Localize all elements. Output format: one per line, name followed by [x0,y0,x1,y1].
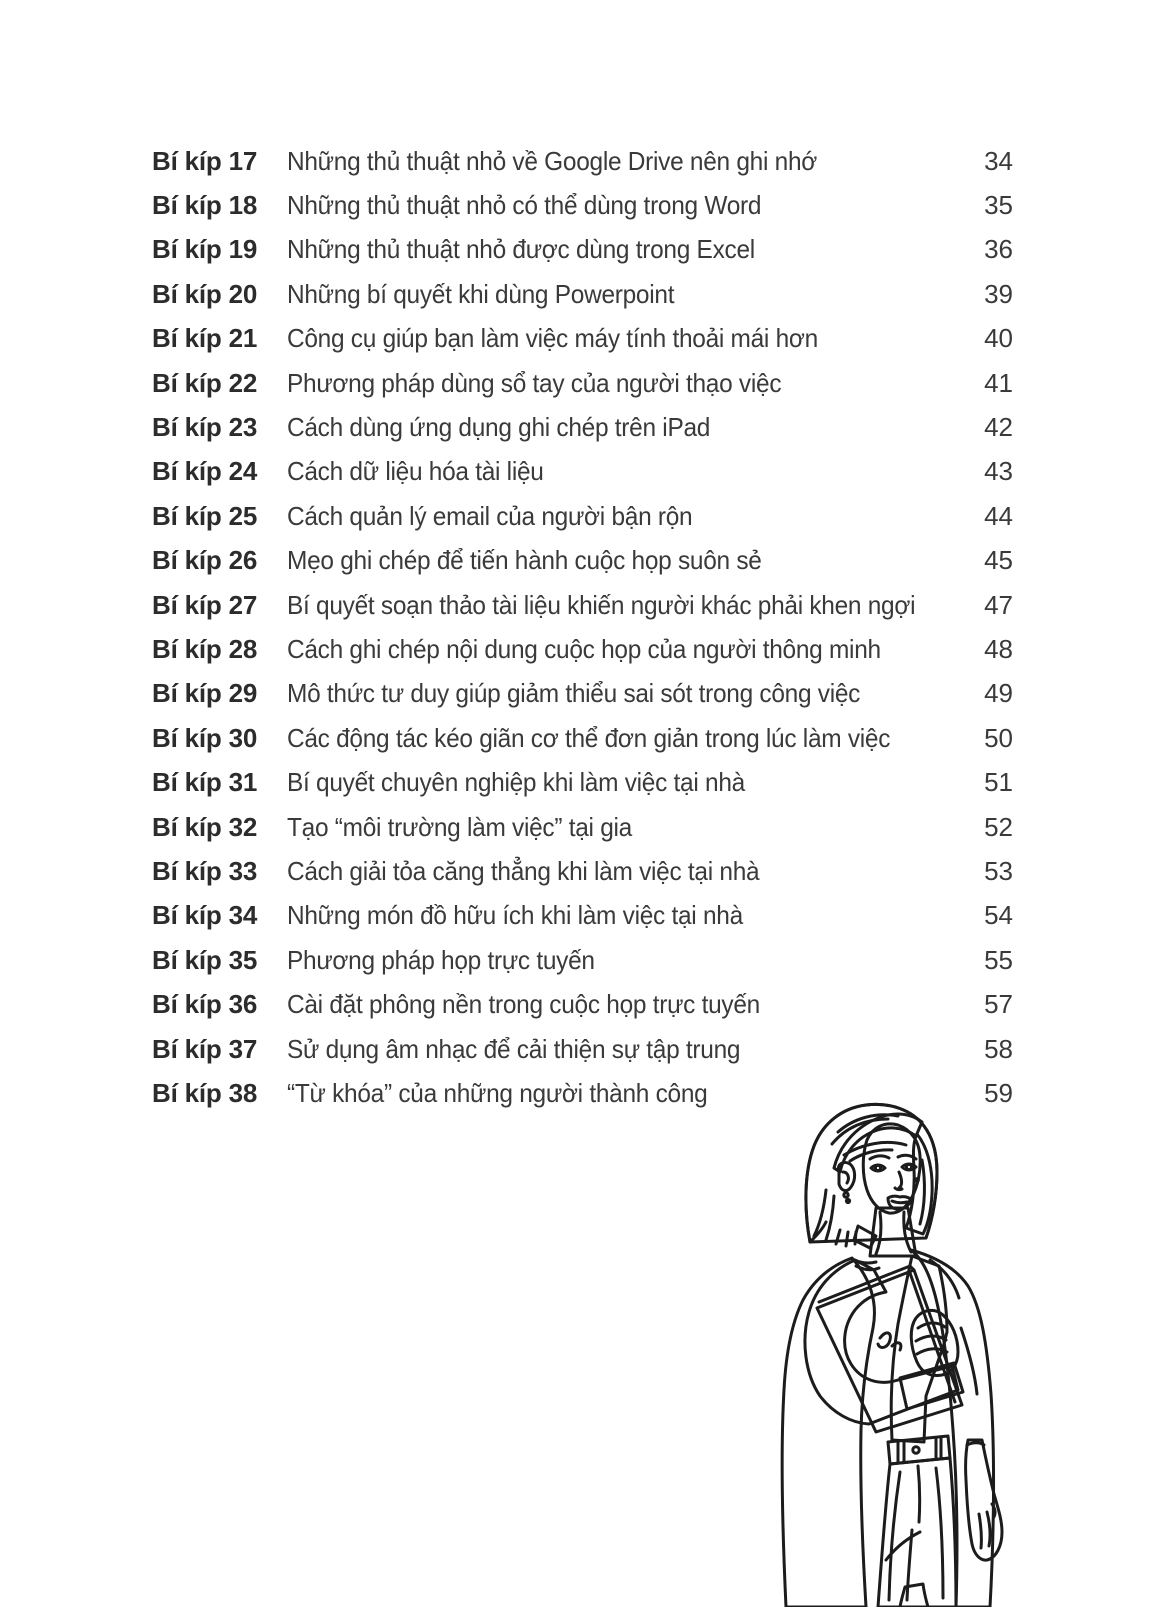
toc-entry-page: 52 [984,811,1013,842]
iris-left [875,1165,880,1170]
toc-entry-page: 50 [984,722,1013,753]
teeth-line [892,1201,907,1203]
toc-entry [152,539,1013,583]
toc-entry [152,849,1013,893]
toc-entry-label: Bí kíp 32 [152,811,258,842]
toc-entry-label: Bí kíp 31 [152,767,258,798]
toc-entry-label: Bí kíp 20 [152,278,258,309]
toc-entry-title: Những thủ thuật nhỏ được dùng trong Excel [287,234,755,265]
toc-entry [152,672,1013,716]
earring-drop [846,1199,849,1202]
toc-entry-label: Bí kíp 34 [152,900,258,931]
toc-entry-title: Bí quyết chuyên nghiệp khi làm việc tại nhà [287,767,745,798]
toc-entry-title: Công cụ giúp bạn làm việc máy tính thoải mái hơn [287,323,818,354]
coat-fold-right [961,1328,977,1394]
toc-entry-title: Cách ghi chép nội dung cuộc họp của người thông minh [287,633,881,664]
toc-entry [152,894,1013,938]
toc-entry [152,805,1013,849]
toc-entry-page: 45 [984,545,1013,576]
iris-right [906,1164,911,1169]
toc-entry-label: Bí kíp 27 [152,589,258,620]
beauty-mark [916,1179,919,1182]
toc-entry-title: Sử dụng âm nhạc để cải thiện sự tập trung [287,1033,741,1064]
toc-entry [152,627,1013,671]
toc-entry-title: Tạo “môi trường làm việc” tại gia [287,811,632,842]
toc-entry-title: Những thủ thuật nhỏ về Google Drive nên ghi nhớ [287,145,818,176]
toc-entry-label: Bí kíp 38 [152,1077,258,1108]
notebook-pages-edge [819,1266,914,1302]
ear-inner [843,1172,848,1183]
toc-entry-page: 42 [984,412,1013,443]
toc-entry [152,760,1013,804]
toc-entry-title: Những món đồ hữu ích khi làm việc tại nhà [287,900,743,931]
toc-entry-title: Phương pháp họp trực tuyến [287,944,595,975]
woman-illustration [740,1060,1166,1607]
toc-entry-page: 43 [984,456,1013,487]
toc-entry [152,405,1013,449]
toc-entry-title: Mô thức tư duy giúp giảm thiểu sai sót trong công việc [287,678,861,709]
toc-entry-page: 44 [984,500,1013,531]
toc-entry-label: Bí kíp 17 [152,145,258,176]
pants-creases [886,1466,943,1600]
toc-entry-label: Bí kíp 24 [152,456,258,487]
toc-entry-label: Bí kíp 28 [152,633,258,664]
toc-entry-title: Phương pháp dùng sổ tay của người thạo việc [287,367,782,398]
toc-entry-page: 59 [984,1077,1013,1108]
toc-entry-title: “Từ khóa” của những người thành công [287,1077,708,1108]
toc-entry-title: Cài đặt phông nền trong cuộc họp trực tuyến [287,989,760,1020]
toc-entry-page: 57 [984,989,1013,1020]
toc-entry-label: Bí kíp 29 [152,678,258,709]
earring [844,1193,848,1197]
toc-entry-title: Cách dữ liệu hóa tài liệu [287,456,544,487]
toc-entry [152,272,1013,316]
toc-entry-label: Bí kíp 18 [152,190,258,221]
toc-entry-title: Những thủ thuật nhỏ có thể dùng trong Word [287,190,762,221]
toc-entry-page: 47 [984,589,1013,620]
toc-entry-title: Cách quản lý email của người bận rộn [287,500,693,531]
hanging-hand [966,1440,1002,1560]
toc-entry-title: Cách dùng ứng dụng ghi chép trên iPad [287,412,711,443]
toc-entry [152,583,1013,627]
toc-entry-title: Mẹo ghi chép để tiến hành cuộc họp suôn sẻ [287,545,762,576]
waist-button [913,1447,919,1453]
toc-entry-title: Cách giải tỏa căng thẳng khi làm việc tại nhà [287,855,760,886]
hanging-cuff-line [967,1443,984,1445]
toc-entry [152,317,1013,361]
coat-left-panel [782,1258,874,1607]
toc-entry-title: Bí quyết soạn thảo tài liệu khiến người khác phải khen ngợi [287,589,916,620]
toc-entry [152,139,1013,183]
toc-entry-label: Bí kíp 22 [152,367,258,398]
toc-entry [152,183,1013,227]
toc-entry-page: 34 [984,145,1013,176]
toc-entry-page: 41 [984,367,1013,398]
nose [895,1172,902,1190]
notebook-inner-line [910,1273,955,1402]
toc-entry-page: 35 [984,190,1013,221]
toc-entry-title: Những bí quyết khi dùng Powerpoint [287,278,675,309]
toc-entry [152,982,1013,1026]
toc-entry-label: Bí kíp 35 [152,944,258,975]
toc-list [152,139,1013,1116]
toc-entry [152,494,1013,538]
toc-entry [152,716,1013,760]
toc-entry-page: 39 [984,278,1013,309]
toc-entry-page: 48 [984,633,1013,664]
toc-entry-label: Bí kíp 23 [152,412,258,443]
toc-entry-page: 54 [984,900,1013,931]
toc-entry-page: 36 [984,234,1013,265]
toc-entry-page: 53 [984,855,1013,886]
pants-gap [900,1584,928,1607]
toc-entry-page: 51 [984,767,1013,798]
toc-entry-label: Bí kíp 30 [152,722,258,753]
hair-top-strands [832,1115,898,1144]
toc-entry-label: Bí kíp 36 [152,989,258,1020]
toc-entry-page: 55 [984,944,1013,975]
eyebrows [870,1155,916,1159]
toc-entry-page: 49 [984,678,1013,709]
toc-entry-title: Các động tác kéo giãn cơ thể đơn giản trong lúc làm việc [287,722,891,753]
toc-entry-label: Bí kíp 37 [152,1033,258,1064]
toc-entry [152,938,1013,982]
toc-entry-label: Bí kíp 33 [152,855,258,886]
toc-entry-page: 58 [984,1033,1013,1064]
toc-entry [152,228,1013,272]
toc-entry [152,361,1013,405]
toc-entry-page: 40 [984,323,1013,354]
toc-entry-label: Bí kíp 21 [152,323,258,354]
toc-entry-label: Bí kíp 19 [152,234,258,265]
toc-entry [152,450,1013,494]
toc-entry-label: Bí kíp 25 [152,500,258,531]
toc-entry-label: Bí kíp 26 [152,545,258,576]
